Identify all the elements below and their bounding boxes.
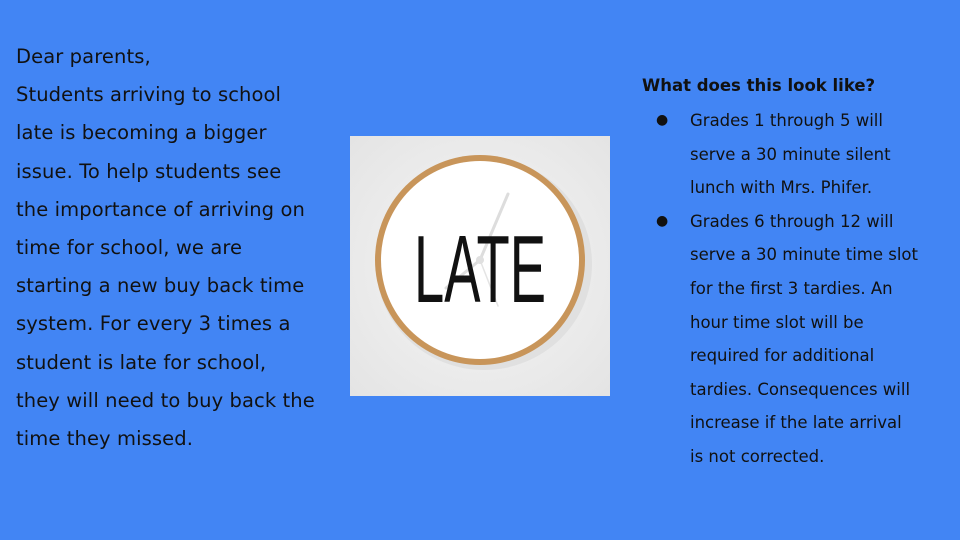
list-item	[642, 104, 920, 205]
info-column	[642, 72, 942, 474]
bullet-text: Grades 1 through 5 will serve a 30 minute silent lunch with Mrs. Phifer.	[690, 111, 891, 198]
bullet-icon: ●	[656, 112, 669, 128]
bullet-text: Grades 6 through 12 will serve a 30 minute time slot for the first 3 tardies. An hour time slot will be required for additional tardies. Consequences will increase if the late arrival is not corrected.	[690, 211, 918, 466]
list-item	[642, 205, 920, 474]
bullet-icon: ●	[656, 212, 669, 229]
letter-greeting: Dear parents,	[16, 45, 151, 68]
info-bullet-list	[642, 104, 942, 474]
info-heading: What does this look like?	[642, 76, 876, 95]
late-clock-image	[350, 136, 610, 396]
letter-body: Students arriving to school late is becoming a bigger issue. To help students see the importance of arriving on time for school, we are starting a new buy back time system. For every 3 times a student is late for school, they will need to buy back the time they missed.	[16, 83, 315, 451]
letter-text	[16, 38, 316, 458]
clock-word: LATE	[414, 216, 546, 323]
clock-icon	[350, 136, 610, 396]
